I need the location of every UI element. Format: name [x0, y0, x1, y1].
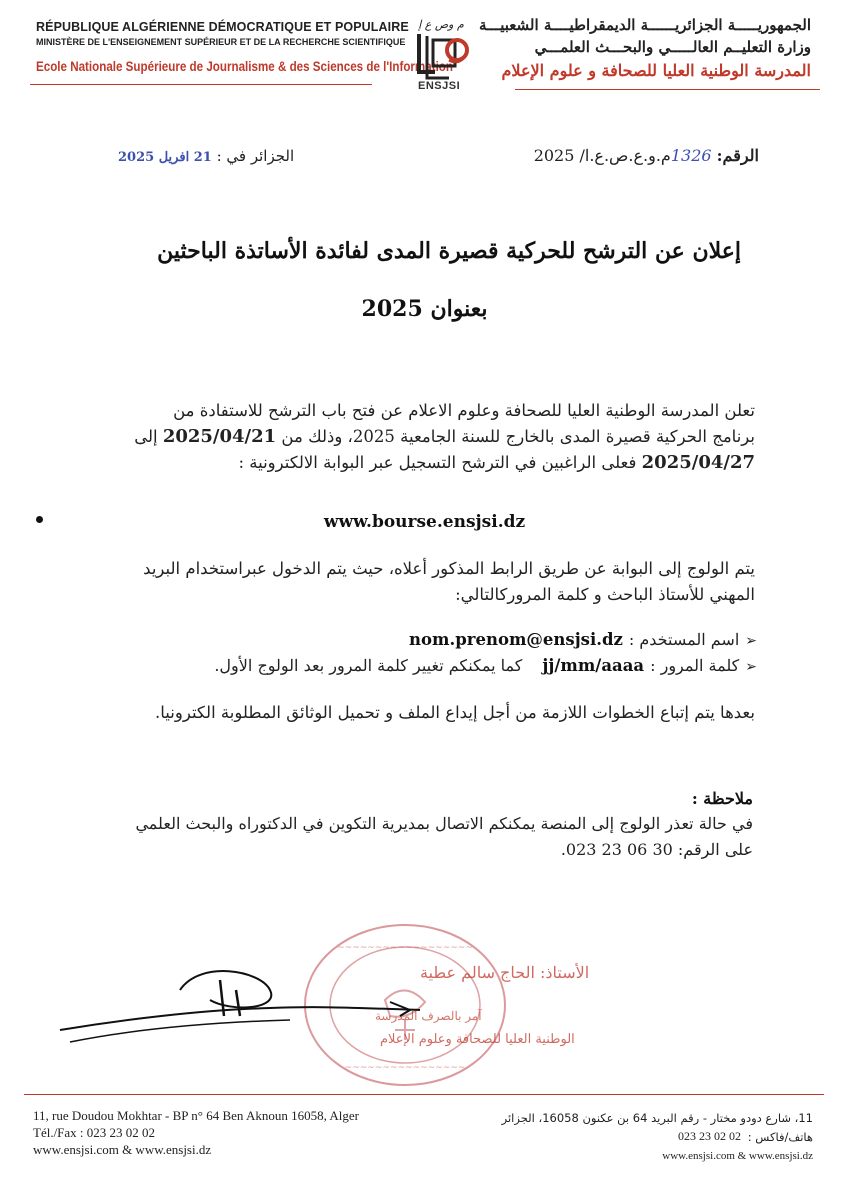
footer-ar-address: 11، شارع دودو مختار - رقم البريد 64 بن عكنون 16058، الجزائر [501, 1111, 813, 1125]
arrow-bullet-icon: ➢ [745, 633, 757, 649]
logo-arabic-text: م وص ع إ [418, 18, 464, 31]
header-fr-republic: RÉPUBLIQUE ALGÉRIENNE DÉMOCRATIQUE ET POPULAIRE [36, 20, 409, 34]
signature-name: الأستاذ: الحاج سالم عطية [420, 963, 590, 982]
end-date: 2025/04/27 [641, 452, 755, 473]
signature-icon [60, 950, 590, 1050]
document-date [118, 147, 294, 165]
start-date: 2025/04/21 [162, 426, 277, 447]
signature-institution: الوطنية العليا للصحافة وعلوم الإعلام [380, 1032, 575, 1047]
footer-ar-web[interactable]: www.ensjsi.com & www.ensjsi.dz [662, 1150, 813, 1162]
credential-username [403, 630, 757, 649]
footer-fr-address: 11, rue Doudou Mokhtar - BP n° 64 Ben Aknoun 16058, Alger [33, 1108, 359, 1123]
body-paragraph-3: بعدها يتم إتباع الخطوات اللازمة من أجل إيداع الملف و تحميل الوثائق المطلوبة الكترونيا. [155, 703, 755, 722]
reference-label: الرقم: [716, 146, 759, 165]
footer-ar-phone-label: هاتف/فاكس : [747, 1130, 813, 1144]
date-label: الجزائر في : [216, 147, 295, 165]
username-label: اسم المستخدم : [628, 630, 740, 649]
footer-rule [24, 1094, 824, 1095]
credential-password [214, 656, 757, 675]
password-value: jj/mm/aaaa [542, 656, 645, 675]
signature-role: آمر بالصرف المدرسة [375, 1009, 482, 1023]
header-ar-republic: الجمهوريـــــة الجزائريــــــة الديمقراطيــــة الشعبيـــة [479, 16, 811, 34]
header-ar-school: المدرسة الوطنية العليا للصحافة و علوم الإعلام [501, 61, 811, 80]
svg-text:~~~~~~~~~~~~~~~~~~: ~~~~~~~~~~~~~~~~~~ [337, 943, 473, 953]
header-fr-rule [30, 84, 372, 85]
arrow-bullet-icon: ➢ [745, 659, 757, 675]
logo-text: ENSJSI [418, 80, 461, 92]
reference-suffix: م.و.ع.ص.ع.ا/ 2025 [533, 146, 671, 165]
svg-text:~~~~~~~~~~~~~~~~: ~~~~~~~~~~~~~~~~ [344, 1063, 466, 1073]
username-value: nom.prenom@ensjsi.dz [409, 630, 623, 649]
footer-ar-phone-number: 023 23 02 02 [678, 1129, 741, 1143]
header-fr-ministry: MINISTÈRE DE L'ENSEIGNEMENT SUPÉRIEUR ET DE LA RECHERCHE SCIENTIFIQUE [36, 37, 406, 47]
p1-line-2 [104, 424, 755, 450]
body-paragraph-1 [104, 398, 755, 476]
p1-line-2-to: إلى [134, 427, 158, 446]
p2-line-1: يتم الولوج إلى البوابة عن طريق الرابط المذكور أعلاه، حيث يتم الدخول عبراستخدام البريد [143, 559, 755, 578]
footer-fr-web[interactable]: www.ensjsi.com & www.ensjsi.dz [33, 1142, 212, 1157]
p1-line-2-text: برنامج الحركية قصيرة المدى بالخارج للسنة الجامعية 2025، وذلك من [281, 427, 755, 446]
p1-line-3 [104, 450, 755, 476]
announcement-title: إعلان عن الترشح للحركية قصيرة المدى لفائدة الأساتذة الباحثين [157, 238, 741, 264]
date-stamp-value: 21 افريل 2025 [118, 150, 212, 165]
p1-line-1: تعلن المدرسة الوطنية العليا للصحافة وعلوم الاعلام عن فتح باب الترشح للاستفادة من [173, 401, 755, 420]
body-paragraph-2 [104, 556, 755, 608]
note-heading: ملاحظة : [691, 789, 753, 808]
footer-fr-phone: Tél./Fax : 023 23 02 02 [33, 1125, 156, 1140]
password-label: كلمة المرور : [650, 656, 740, 675]
portal-url[interactable]: www.bourse.ensjsi.dz [323, 512, 526, 532]
note-line-1: في حالة تعذر الولوج إلى المنصة يمكنكم الاتصال بمديرية التكوين في الدكتوراه والبحث العلمي [135, 814, 753, 833]
reference-handwritten-number: 1326 [670, 146, 712, 165]
header-ar-ministry: وزارة التعليــم العالـــــي والبحـــث العلمـــي [534, 38, 811, 56]
footer-ar-phone [748, 1130, 813, 1144]
note-line-2: على الرقم: 30 06 23 023. [560, 840, 753, 859]
header-fr-school: Ecole Nationale Supérieure de Journalisme & des Sciences de l'Information [36, 59, 453, 74]
password-note: كما يمكنكم تغيير كلمة المرور بعد الولوج الأول. [214, 656, 523, 675]
reference-number [534, 146, 759, 165]
p1-line-3-text: فعلى الراغبين في الترشح التسجيل عبر البوابة الالكترونية : [238, 453, 637, 472]
p2-line-2: المهني للأستاذ الباحث و كلمة المروركالتالي: [455, 585, 755, 604]
announcement-subtitle: بعنوان 2025 [361, 296, 488, 322]
header-ar-rule [515, 89, 820, 90]
